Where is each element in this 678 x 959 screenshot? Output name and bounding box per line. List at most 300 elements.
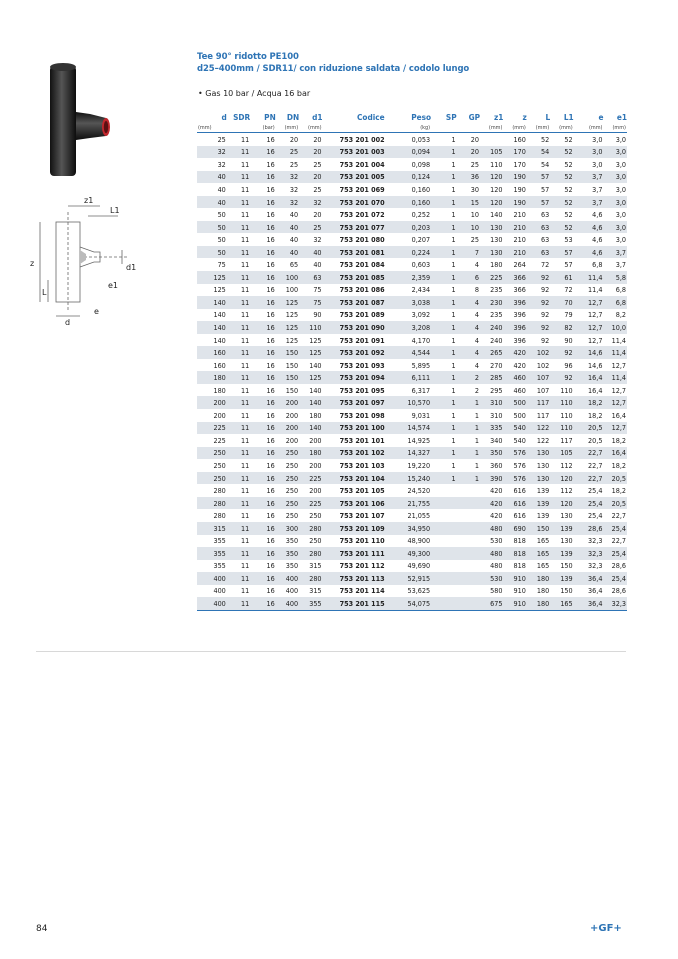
table-cell: 36,4	[588, 586, 603, 596]
table-cell: 4,6	[592, 210, 603, 220]
table-row	[197, 321, 627, 334]
table-cell: 140	[299, 396, 322, 409]
table-row	[197, 284, 627, 297]
table-cell: 1	[431, 447, 457, 460]
table-cell: 225	[197, 422, 227, 435]
table-cell: 139	[550, 547, 573, 560]
table-cell: 16,4	[603, 447, 627, 460]
table-cell: 40	[197, 196, 227, 209]
table-cell: 3,7	[574, 171, 604, 184]
table-cell: 120	[490, 184, 503, 194]
column-header-13: e	[598, 112, 604, 122]
table-cell: 32	[217, 159, 226, 169]
table-cell: 1	[431, 321, 457, 334]
table-cell: 530	[480, 572, 503, 585]
table-cell: 11	[227, 171, 250, 184]
table-cell: 130	[480, 246, 503, 259]
table-cell: 40	[289, 210, 299, 220]
table-cell: 117	[560, 435, 573, 445]
table-row	[197, 334, 627, 347]
table-cell: 96	[564, 360, 573, 370]
table-row	[197, 560, 627, 573]
table-cell: 280	[213, 511, 226, 521]
table-cell: 100	[285, 285, 299, 295]
table-cell: 1	[431, 171, 457, 184]
table-cell: 150	[285, 385, 299, 395]
table-cell: 25,4	[574, 497, 604, 510]
table-cell: 9,031	[411, 410, 431, 420]
table-cell: 32	[313, 235, 322, 245]
table-cell: 1	[431, 371, 457, 384]
table-cell: 4,6	[574, 246, 604, 259]
table-cell: 11	[240, 385, 250, 395]
table-cell: 170	[503, 146, 526, 159]
table-row	[197, 309, 627, 322]
table-cell: 57	[564, 260, 573, 270]
table-cell: 20,5	[574, 422, 604, 435]
table-cell: 12,7	[611, 385, 626, 395]
label-z1: z1	[84, 196, 94, 205]
table-cell: 32,3	[603, 597, 627, 610]
table-cell: 11	[240, 586, 250, 596]
table-cell: 25	[276, 146, 299, 159]
table-cell: 250	[285, 486, 299, 496]
table-cell: 690	[503, 522, 526, 535]
table-cell: 32	[276, 196, 299, 209]
table-row	[197, 597, 627, 610]
table-cell: 1	[431, 296, 457, 309]
table-cell: 57	[541, 184, 550, 194]
table-cell: 285	[480, 371, 503, 384]
label-e1: e1	[108, 281, 119, 290]
table-cell: 130	[480, 221, 503, 234]
table-cell: 250	[309, 536, 322, 546]
table-cell: 360	[490, 460, 503, 470]
table-cell: 11	[227, 346, 250, 359]
table-row	[197, 246, 627, 259]
table-units-row	[197, 123, 627, 133]
table-cell: 5,8	[603, 271, 627, 284]
table-cell: 11	[227, 547, 250, 560]
table-cell: 20,5	[603, 472, 627, 485]
table-cell: 20	[470, 134, 480, 144]
table-row	[197, 146, 627, 159]
table-cell: 280	[197, 497, 227, 510]
table-cell: 753 201 005	[323, 171, 391, 184]
table-cell: 480	[480, 547, 503, 560]
table-cell: 125	[197, 271, 227, 284]
table-cell: 130	[527, 447, 550, 460]
table-cell: 139	[536, 511, 550, 521]
table-cell: 753 201 072	[339, 210, 385, 220]
table-cell: 75	[217, 260, 226, 270]
table-cell: 310	[490, 410, 503, 420]
table-cell	[457, 497, 480, 510]
table-cell: 3,0	[603, 196, 627, 209]
table-cell: 576	[513, 460, 526, 470]
table-cell	[480, 133, 503, 146]
table-cell: 190	[503, 171, 526, 184]
table-cell: 16,4	[588, 385, 603, 395]
table-cell: 500	[513, 410, 526, 420]
table-row	[197, 434, 627, 447]
table-cell: 910	[503, 572, 526, 585]
table-cell: 753 201 113	[323, 572, 391, 585]
table-cell: 16	[250, 371, 276, 384]
table-row	[197, 133, 627, 146]
table-cell: 4,544	[391, 346, 431, 359]
table-cell: 32,3	[588, 561, 603, 571]
table-row	[197, 535, 627, 548]
table-cell: 753 201 069	[339, 184, 385, 194]
table-cell: 130	[536, 460, 550, 470]
table-cell: 753 201 086	[339, 285, 385, 295]
table-cell: 3,092	[411, 310, 431, 320]
table-cell: 240	[490, 335, 503, 345]
table-cell: 110	[550, 396, 573, 409]
table-row	[197, 346, 627, 359]
table-cell: 180	[197, 371, 227, 384]
table-cell: 40	[197, 171, 227, 184]
table-cell: 818	[513, 536, 526, 546]
table-cell: 11	[240, 159, 250, 169]
table-cell: 92	[541, 285, 550, 295]
table-cell: 139	[536, 486, 550, 496]
table-cell: 753 201 098	[339, 410, 385, 420]
table-cell: 90	[313, 310, 322, 320]
table-row	[197, 459, 627, 472]
table-cell: 107	[527, 371, 550, 384]
table-cell: 140	[213, 310, 226, 320]
table-cell: 6,8	[603, 296, 627, 309]
table-row	[197, 522, 627, 535]
table-cell: 265	[480, 346, 503, 359]
table-cell: 52	[564, 159, 573, 169]
table-cell: 2	[457, 371, 480, 384]
table-cell: 295	[490, 385, 503, 395]
table-cell: 753 201 094	[323, 371, 391, 384]
table-cell: 200	[197, 396, 227, 409]
table-cell: 200	[309, 435, 322, 445]
table-cell: 117	[527, 396, 550, 409]
table-cell: 36	[457, 171, 480, 184]
table-cell: 150	[527, 522, 550, 535]
table-cell: 4	[457, 346, 480, 359]
table-cell: 25	[217, 134, 226, 144]
table-cell: 250	[197, 447, 227, 460]
table-cell: 4	[474, 260, 480, 270]
table-cell: 72	[564, 285, 573, 295]
table-cell: 16	[266, 210, 275, 220]
table-cell: 11,4	[611, 335, 626, 345]
table-cell: 52	[550, 146, 573, 159]
table-cell: 753 201 070	[323, 196, 391, 209]
table-cell: 49,300	[391, 547, 431, 560]
table-cell: 52	[541, 134, 550, 144]
table-cell: 11	[227, 396, 250, 409]
table-cell: 57	[527, 196, 550, 209]
table-cell: 120	[480, 171, 503, 184]
table-cell: 130	[527, 472, 550, 485]
table-cell	[431, 522, 457, 535]
label-L: L	[42, 288, 47, 297]
table-cell: 3,7	[592, 184, 603, 194]
table-cell: 675	[480, 597, 503, 610]
table-cell: 225	[480, 271, 503, 284]
table-cell: 753 201 084	[339, 260, 385, 270]
table-row	[197, 447, 627, 460]
table-cell: 400	[197, 597, 227, 610]
table-cell	[431, 547, 457, 560]
table-row	[197, 572, 627, 585]
table-cell: 14,327	[391, 447, 431, 460]
table-row	[197, 422, 627, 435]
table-cell: 1	[451, 260, 456, 270]
column-unit-7	[431, 123, 457, 133]
table-cell: 396	[503, 296, 526, 309]
table-cell: 180	[527, 597, 550, 610]
table-cell: 1	[474, 410, 480, 420]
table-cell: 350	[285, 536, 299, 546]
table-cell: 11	[240, 360, 250, 370]
table-cell: 92	[550, 371, 573, 384]
table-cell: 16	[266, 335, 275, 345]
table-cell	[431, 535, 457, 548]
table-cell: 30	[470, 184, 480, 194]
table-cell: 125	[213, 285, 226, 295]
table-cell: 140	[309, 385, 322, 395]
table-cell: 12,7	[574, 296, 604, 309]
table-cell: 4,170	[411, 335, 431, 345]
table-cell: 300	[276, 522, 299, 535]
table-cell: 616	[513, 511, 526, 521]
brand-logo: +GF+	[590, 923, 622, 934]
table-cell: 4	[457, 321, 480, 334]
table-cell: 4	[474, 360, 480, 370]
table-cell: 400	[285, 586, 299, 596]
table-cell	[431, 572, 457, 585]
table-cell: 63	[541, 235, 550, 245]
table-cell: 11	[227, 572, 250, 585]
table-cell: 40	[289, 235, 299, 245]
table-cell: 16	[250, 522, 276, 535]
table-cell: 1	[451, 159, 456, 169]
label-L1: L1	[110, 206, 120, 215]
table-cell: 1	[451, 460, 456, 470]
table-cell: 6,8	[615, 285, 626, 295]
table-cell: 16	[266, 511, 275, 521]
table-cell: 225	[299, 472, 322, 485]
table-cell: 753 201 092	[323, 346, 391, 359]
table-cell: 753 201 097	[323, 396, 391, 409]
table-cell: 753 201 109	[323, 522, 391, 535]
table-cell: 910	[503, 597, 526, 610]
table-cell: 225	[213, 435, 226, 445]
table-cell: 14,574	[391, 422, 431, 435]
table-cell: 753 201 093	[339, 360, 385, 370]
table-cell	[457, 509, 480, 522]
table-cell: 180	[299, 447, 322, 460]
pressure-rating	[198, 89, 310, 98]
table-cell: 36,4	[574, 572, 604, 585]
table-cell	[457, 547, 480, 560]
table-cell: 150	[276, 371, 299, 384]
table-cell: 4	[474, 335, 480, 345]
table-cell: 250	[276, 472, 299, 485]
table-cell: 21,755	[391, 497, 431, 510]
table-cell: 52	[564, 184, 573, 194]
column-header-11: L	[545, 112, 551, 122]
table-cell: 16	[250, 572, 276, 585]
table-cell: 25,4	[588, 486, 603, 496]
table-row	[197, 547, 627, 560]
table-cell: 11	[240, 435, 250, 445]
table-cell: 11	[227, 371, 250, 384]
table-cell: 53	[564, 235, 573, 245]
table-cell: 11	[240, 486, 250, 496]
table-cell: 270	[490, 360, 503, 370]
table-cell: 250	[276, 497, 299, 510]
table-cell: 1	[457, 396, 480, 409]
table-cell: 280	[299, 522, 322, 535]
table-cell: 16	[266, 360, 275, 370]
table-cell: 72	[541, 260, 550, 270]
table-cell: 753 201 091	[339, 335, 385, 345]
table-cell: 0,207	[411, 235, 431, 245]
table-cell	[457, 522, 480, 535]
table-cell: 753 201 102	[323, 447, 391, 460]
table-cell: 63	[527, 221, 550, 234]
table-cell: 250	[276, 447, 299, 460]
table-cell: 16	[266, 159, 275, 169]
table-cell: 420	[513, 360, 526, 370]
table-cell: 480	[480, 522, 503, 535]
table-cell: 11	[240, 536, 250, 546]
table-cell: 16	[266, 486, 275, 496]
table-row	[197, 497, 627, 510]
table-cell: 180	[213, 385, 226, 395]
column-unit-13: (mm)	[574, 123, 604, 133]
table-cell: 250	[285, 511, 299, 521]
column-unit-1	[227, 123, 250, 133]
table-cell: 11	[240, 410, 250, 420]
table-cell: 52	[550, 196, 573, 209]
table-cell: 16	[250, 321, 276, 334]
table-cell: 92	[550, 346, 573, 359]
table-cell: 34,950	[391, 522, 431, 535]
table-cell: 28,6	[611, 561, 626, 571]
table-cell: 28,6	[611, 586, 626, 596]
table-cell: 11	[227, 321, 250, 334]
table-cell: 22,7	[574, 472, 604, 485]
table-cell: 315	[309, 586, 322, 596]
table-cell: 32	[289, 184, 299, 194]
table-cell: 11,4	[603, 371, 627, 384]
table-cell: 1	[451, 285, 456, 295]
table-cell: 16	[266, 235, 275, 245]
table-cell: 82	[550, 321, 573, 334]
table-row	[197, 258, 627, 271]
table-cell: 190	[513, 184, 526, 194]
table-cell: 11	[227, 196, 250, 209]
table-cell: 1	[451, 335, 456, 345]
table-cell: 16	[266, 460, 275, 470]
table-cell: 57	[527, 171, 550, 184]
table-cell: 125	[276, 296, 299, 309]
table-cell: 52	[564, 210, 573, 220]
table-cell: 122	[527, 422, 550, 435]
table-cell: 11	[240, 235, 250, 245]
table-cell: 16	[250, 447, 276, 460]
table-cell: 112	[560, 460, 573, 470]
table-cell: 753 201 089	[339, 310, 385, 320]
column-unit-2: (bar)	[250, 123, 276, 133]
table-cell: 235	[490, 310, 503, 320]
table-cell: 16	[250, 296, 276, 309]
table-cell: 110	[560, 385, 573, 395]
table-cell: 11	[227, 597, 250, 610]
table-cell: 210	[513, 210, 526, 220]
table-cell: 92	[527, 321, 550, 334]
table-cell: 165	[550, 597, 573, 610]
table-cell: 92	[541, 310, 550, 320]
table-row	[197, 196, 627, 209]
table-cell: 1	[474, 435, 480, 445]
table-cell: 180	[309, 410, 322, 420]
table-cell: 25	[289, 159, 299, 169]
table-cell: 12,7	[588, 310, 603, 320]
table-cell: 366	[503, 271, 526, 284]
table-cell: 1	[451, 435, 456, 445]
table-cell: 753 201 105	[339, 486, 385, 496]
column-header-1: SDR	[233, 112, 251, 122]
table-cell: 16	[250, 547, 276, 560]
table-cell: 1	[431, 422, 457, 435]
table-cell: 230	[480, 296, 503, 309]
table-cell: 40	[217, 184, 226, 194]
table-cell: 753 201 103	[339, 460, 385, 470]
table-cell: 3,0	[615, 184, 626, 194]
table-cell: 5,895	[411, 360, 431, 370]
table-cell: 8	[474, 285, 480, 295]
table-cell: 1	[431, 196, 457, 209]
table-cell: 1	[457, 447, 480, 460]
table-cell: 52	[564, 134, 573, 144]
table-cell: 22,7	[611, 511, 626, 521]
table-cell: 480	[490, 561, 503, 571]
dimension-diagram	[28, 192, 138, 327]
bullet-icon: •	[198, 89, 203, 98]
table-cell: 250	[197, 472, 227, 485]
table-cell: 120	[480, 196, 503, 209]
table-cell: 20	[313, 210, 322, 220]
column-header-5: Codice	[357, 112, 385, 122]
table-cell: 420	[490, 511, 503, 521]
table-cell: 753 201 111	[323, 547, 391, 560]
column-header-6: Peso	[411, 112, 432, 122]
table-cell: 753 201 112	[339, 561, 385, 571]
table-cell: 20	[299, 171, 322, 184]
column-header-14: e1	[616, 112, 627, 122]
table-cell: 0,224	[391, 246, 431, 259]
table-cell: 3,0	[592, 134, 603, 144]
label-e: e	[94, 307, 99, 316]
table-cell: 16	[250, 246, 276, 259]
label-d1: d1	[126, 263, 137, 272]
column-unit-9: (mm)	[480, 123, 503, 133]
table-cell: 14,925	[407, 435, 431, 445]
table-row	[197, 359, 627, 372]
